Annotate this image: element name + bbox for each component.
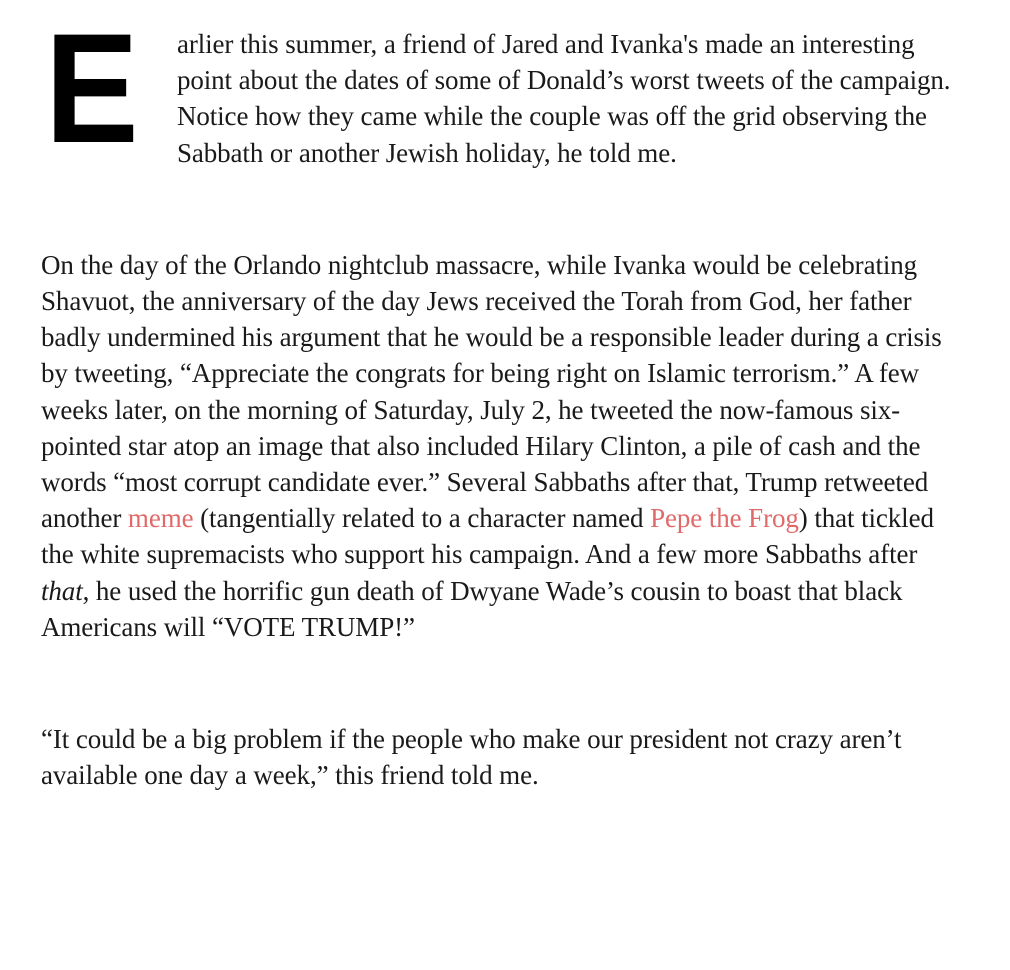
pepe-the-frog-link[interactable]: Pepe the Frog	[650, 503, 799, 534]
paragraph-3	[41, 721, 971, 793]
paragraph-1	[41, 2, 971, 176]
paragraph-2	[41, 247, 971, 645]
article-body	[41, 2, 971, 793]
paragraph-2-text-a: On the day of the Orlando nightclub massacre, while Ivanka would be celebrating Shavuot, the anniversary of the day Jews received the Torah from God, her father badly undermined his argument that he would be a responsible leader during a crisis by tweeting, “Appreciate the congrats for being right on Islamic terrorism.” A few weeks later, on the morning of Saturday, July 2, he tweeted the now-famous six-pointed star atop an image that also included Hilary Clinton, a pile of cash and the words “most corrupt candidate ever.” Several Sabbaths after that, Trump retweeted another	[41, 249, 942, 534]
paragraph-2-text-b: (tangentially related to a character named	[193, 503, 651, 534]
emphasis-that: that	[41, 575, 83, 606]
drop-cap: E	[45, 2, 139, 176]
paragraph-3-text: “It could be a big problem if the people who make our president not crazy aren’t available one day a week,” this friend told me.	[41, 724, 902, 791]
paragraph-1-text: arlier this summer, a friend of Jared and Ivanka's made an interesting point about the dates of some of Donald’s worst tweets of the campaign. Notice how they came while the couple was off the grid observing the Sabbath or another Jewish holiday, he told me.	[176, 29, 951, 168]
meme-link[interactable]: meme	[127, 503, 194, 534]
paragraph-2-text-d: , he used the horrific gun death of Dwyane Wade’s cousin to boast that black Americans will “VOTE TRUMP!”	[41, 575, 903, 642]
paragraph-2-text-c: ) that tickled the white supremacists who support his campaign. And a few more Sabbaths after	[41, 503, 934, 570]
